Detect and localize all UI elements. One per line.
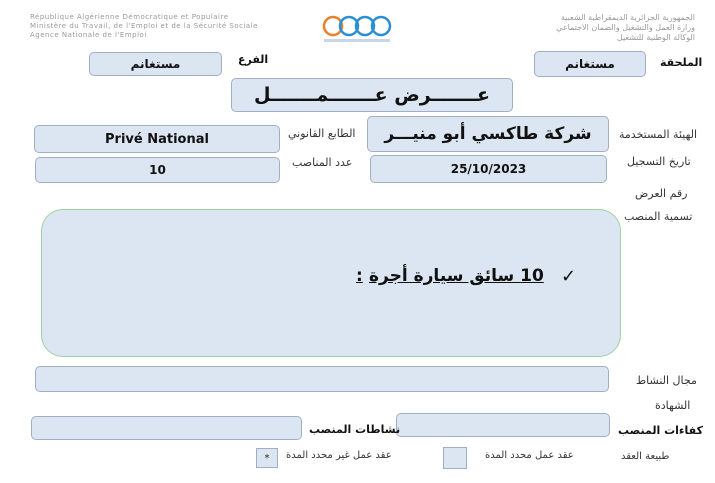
header-ar-line3: الوكالة الوطنية للتشغيل [616,33,695,42]
fixed-term-label: عقد عمل محدد المدة [485,450,574,461]
positions-count-field[interactable]: 10 [35,157,280,183]
activity-field[interactable] [35,366,609,392]
post-name-text: 10 سائق سيارة أجرة [369,266,544,286]
tasks-field[interactable] [31,416,302,440]
header-ar-line2: وزارة العمل والتشغيل والضمان الاجتماعي [556,23,695,32]
header-fr-line2: Ministère du Travail, de l'Emploi et de la Sécurité Sociale [30,22,258,30]
header-fr-line3: Agence Nationale de l'Emploi [30,31,147,39]
offer-number-label: رقم العرض [635,187,688,200]
certificate-label: الشهادة [655,399,691,412]
annex-field[interactable]: مستغانم [534,51,646,77]
post-name-colon: : [356,266,363,286]
check-icon: ✓ [561,266,577,287]
header-fr-line1: République Algérienne Démocratique et Populaire [30,13,229,21]
contract-type-label: طبيعة العقد [621,451,670,462]
fixed-term-checkbox[interactable] [443,447,467,469]
activity-label: مجال النشاط [636,374,697,387]
header-ar-line1: الجمهورية الجزائرية الديمقراطية الشعبية [560,13,695,22]
legal-status-field[interactable]: Privé National [34,125,280,153]
skills-field[interactable] [396,413,610,437]
employer-field[interactable]: شركة طاكسي أبو منيـــر [367,116,609,152]
branch-label: الفرع [238,53,269,66]
post-name-field[interactable] [41,209,621,357]
registration-date-label: تاريخ التسجيل [627,155,691,168]
positions-count-label: عدد المناصب [292,156,353,169]
open-term-label: عقد عمل غير محدد المدة [286,450,392,461]
skills-label: كفاءات المنصب [618,424,703,437]
registration-date-field[interactable]: 25/10/2023 [370,155,607,183]
annex-label: الملحقة [660,56,703,69]
open-term-checkbox[interactable] [256,448,278,468]
employer-label: الهيئة المستخدمة [619,128,698,141]
post-name-label: تسمية المنصب [624,210,693,223]
branch-field[interactable]: مستغانم [89,52,222,76]
legal-status-label: الطابع القانوني [288,127,356,140]
agency-logo [316,12,402,46]
tasks-label: نشاطات المنصب [309,423,401,436]
open-term-mark: * [264,452,270,464]
offer-title: عـــــــرض عـــــــمـــــــل [231,78,513,112]
